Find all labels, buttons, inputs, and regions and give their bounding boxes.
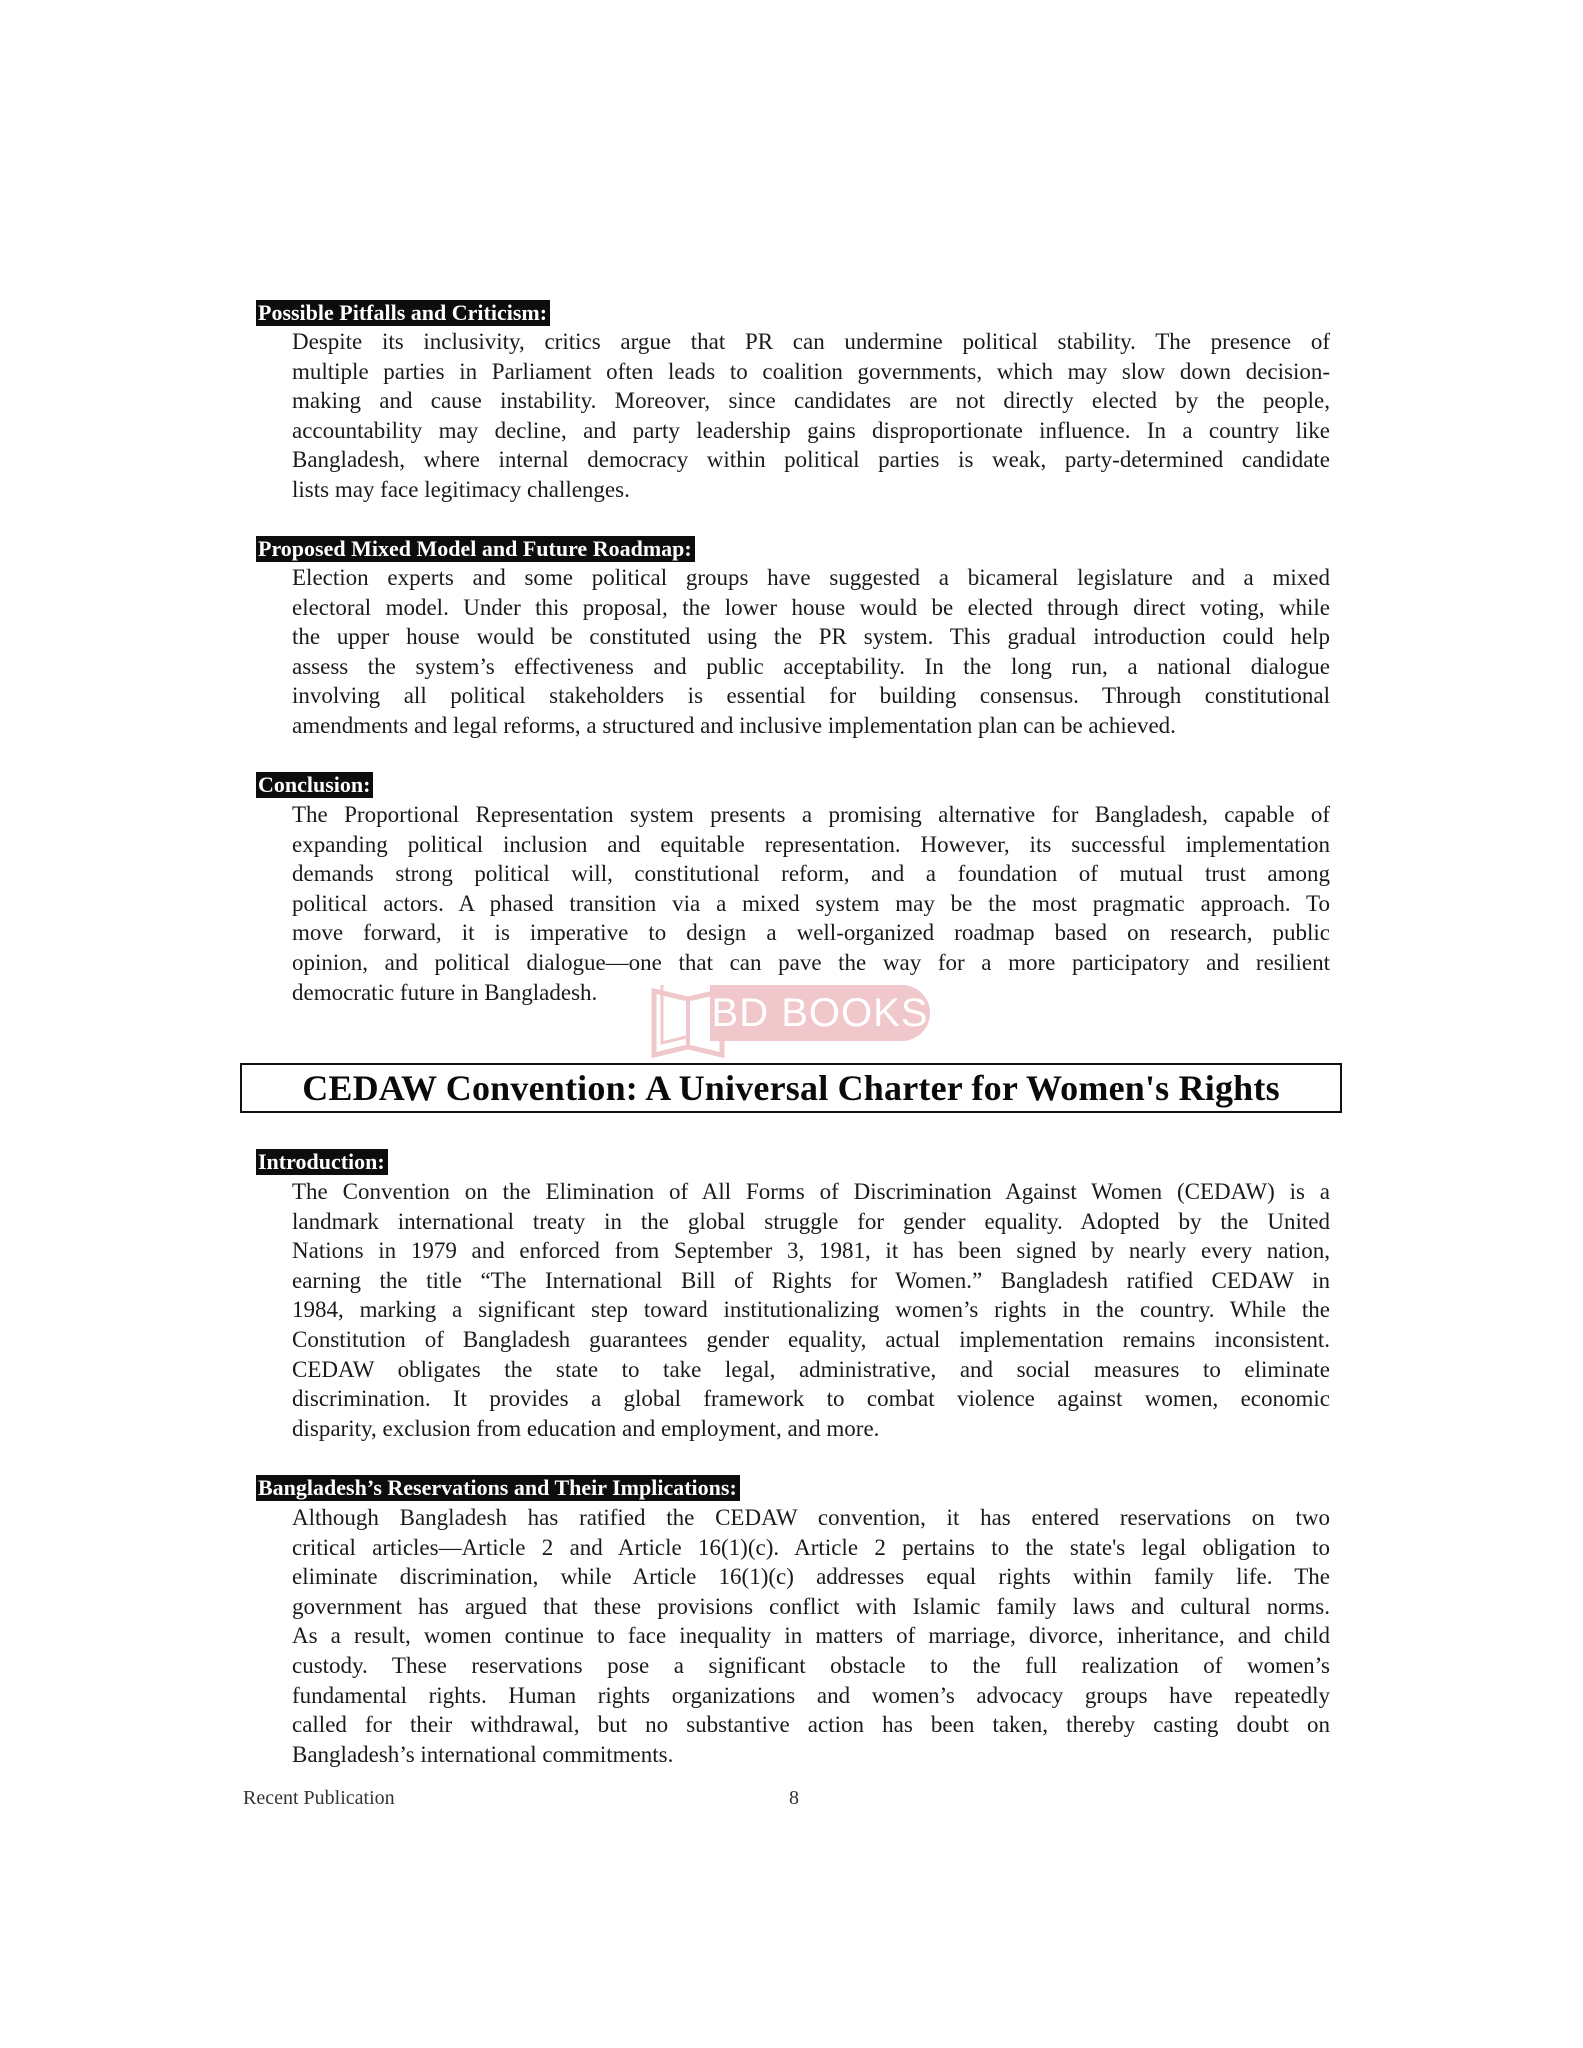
bd-books-watermark [648, 975, 938, 1065]
text-line: the upper house would be constituted using the PR system. This gradual introduction could help [292, 624, 1330, 650]
text-line: involving all political stakeholders is essential for building consensus. Through constitutional [292, 683, 1330, 709]
text-line: expanding political inclusion and equitable representation. However, its successful implementation [292, 831, 1330, 857]
section-heading-mixed-model: Proposed Mixed Model and Future Roadmap: [256, 536, 695, 562]
text-line: earning the title “The International Bill of Rights for Women.” Bangladesh ratified CEDAW in [292, 1267, 1330, 1293]
section-body-pitfalls [292, 327, 1330, 505]
text-line: Nations in 1979 and enforced from September 3, 1981, it has been signed by nearly every nation, [292, 1238, 1330, 1264]
text-line: The Convention on the Elimination of All Forms of Discrimination Against Women (CEDAW) is a [292, 1179, 1330, 1204]
text-line: called for their withdrawal, but no substantive action has been taken, thereby casting doubt on [292, 1712, 1330, 1738]
text-line: 1984, marking a significant step toward institutionalizing women’s rights in the country. While the [292, 1297, 1330, 1323]
text-line: CEDAW obligates the state to take legal, administrative, and social measures to eliminate [292, 1356, 1330, 1382]
text-line: lists may face legitimacy challenges. [292, 476, 630, 502]
text-line: government has argued that these provisions conflict with Islamic family laws and cultural norms. [292, 1593, 1330, 1619]
text-line: Bangladesh, where internal democracy within political parties is weak, party-determined candidate [292, 447, 1330, 473]
chapter-title: CEDAW Convention: A Universal Charter for Women's Rights [302, 1068, 1280, 1108]
text-line: custody. These reservations pose a significant obstacle to the full realization of women’s [292, 1652, 1330, 1678]
text-line: Bangladesh’s international commitments. [292, 1741, 674, 1767]
text-line: political actors. A phased transition via a mixed system may be the most pragmatic approach. To [292, 890, 1330, 916]
section-heading-reservations: Bangladesh’s Reservations and Their Implications: [256, 1475, 740, 1501]
text-line: fundamental rights. Human rights organizations and women’s advocacy groups have repeatedly [292, 1682, 1330, 1708]
text-line: Election experts and some political groups have suggested a bicameral legislature and a mixed [292, 565, 1330, 590]
section-body-reservations [292, 1503, 1330, 1769]
footer-publisher: Recent Publication [243, 1787, 395, 1809]
watermark-text: BD BOOKS [711, 990, 929, 1035]
watermark-band [710, 985, 930, 1041]
section-heading-conclusion: Conclusion: [256, 772, 373, 798]
text-line: Although Bangladesh has ratified the CEDAW convention, it has entered reservations on two [292, 1505, 1330, 1530]
section-body-mixed-model [292, 563, 1330, 741]
text-line: discrimination. It provides a global framework to combat violence against women, economic [292, 1386, 1330, 1412]
text-line: Despite its inclusivity, critics argue that PR can undermine political stability. The presence of [292, 329, 1330, 354]
text-line: As a result, women continue to face inequality in matters of marriage, divorce, inheritance, and child [292, 1623, 1330, 1649]
text-line: opinion, and political dialogue—one that can pave the way for a more participatory and resilient [292, 949, 1330, 975]
text-line: critical articles—Article 2 and Article 16(1)(c). Article 2 pertains to the state's legal obligation to [292, 1534, 1330, 1560]
text-line: Constitution of Bangladesh guarantees gender equality, actual implementation remains inconsistent. [292, 1326, 1330, 1352]
footer-page-number: 8 [789, 1787, 799, 1809]
text-line: making and cause instability. Moreover, since candidates are not directly elected by the people, [292, 388, 1330, 414]
text-line: disparity, exclusion from education and employment, and more. [292, 1415, 880, 1441]
text-line: landmark international treaty in the global struggle for gender equality. Adopted by the United [292, 1208, 1330, 1234]
text-line: The Proportional Representation system presents a promising alternative for Bangladesh, capable of [292, 802, 1330, 827]
text-line: electoral model. Under this proposal, the lower house would be elected through direct voting, while [292, 594, 1330, 620]
chapter-title-box [240, 1063, 1342, 1113]
section-heading-pitfalls: Possible Pitfalls and Criticism: [256, 300, 550, 326]
text-line: amendments and legal reforms, a structured and inclusive implementation plan can be achieved. [292, 712, 1176, 738]
section-heading-introduction: Introduction: [256, 1149, 388, 1175]
text-line: move forward, it is imperative to design a well-organized roadmap based on research, public [292, 920, 1330, 946]
text-line: accountability may decline, and party leadership gains disproportionate influence. In a country like [292, 417, 1330, 443]
text-line: demands strong political will, constitutional reform, and a foundation of mutual trust among [292, 861, 1330, 887]
text-line: democratic future in Bangladesh. [292, 979, 598, 1005]
text-line: multiple parties in Parliament often leads to coalition governments, which may slow down decision- [292, 358, 1330, 384]
text-line: eliminate discrimination, while Article 16(1)(c) addresses equal rights within family life. The [292, 1564, 1330, 1590]
section-body-introduction [292, 1177, 1330, 1443]
text-line: assess the system’s effectiveness and public acceptability. In the long run, a national dialogue [292, 653, 1330, 679]
